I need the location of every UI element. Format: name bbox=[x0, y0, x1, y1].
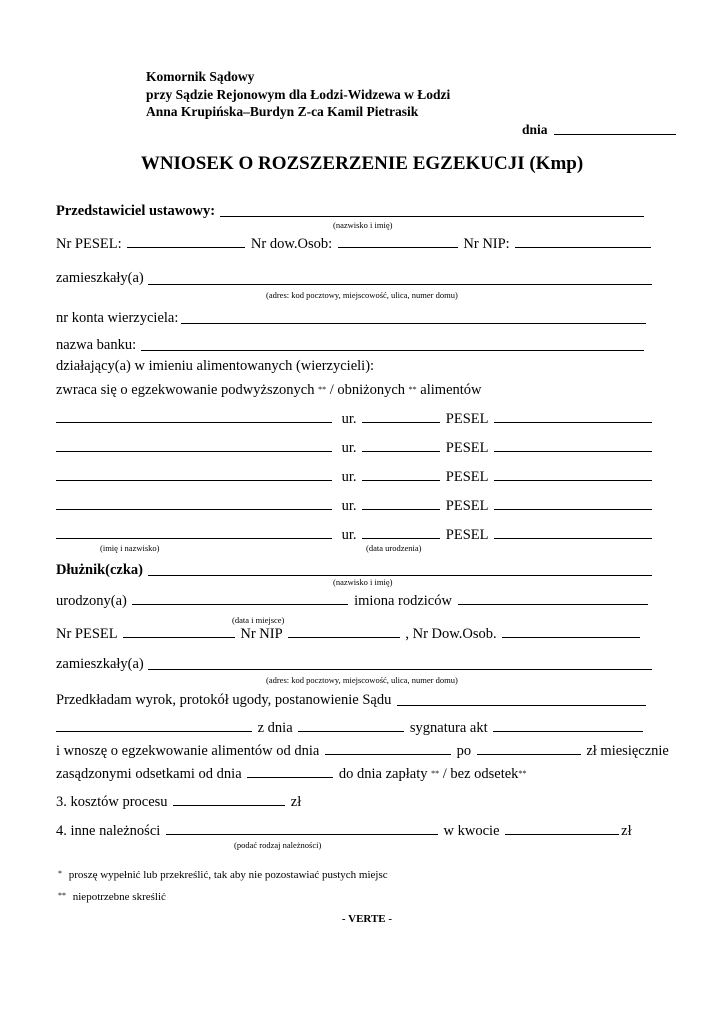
id-card-field[interactable] bbox=[338, 236, 458, 248]
born-label: ur. bbox=[341, 440, 357, 456]
creditor-name-field[interactable] bbox=[56, 411, 332, 423]
interest-date-field[interactable] bbox=[247, 766, 333, 778]
date-label: dnia bbox=[522, 122, 548, 137]
representative-name-field[interactable] bbox=[220, 216, 644, 217]
debtor-residence-field[interactable] bbox=[148, 669, 652, 670]
process-costs-field[interactable] bbox=[173, 794, 285, 806]
footnote-one-text: proszę wypełnić lub przekreślić, tak aby nie pozostawiać pustych miejsc bbox=[68, 869, 388, 881]
creditor-row bbox=[56, 527, 654, 543]
creditor-name-field[interactable] bbox=[56, 440, 332, 452]
process-costs-row bbox=[56, 794, 301, 810]
debtor-born-label: urodzony(a) bbox=[56, 593, 127, 609]
debtor-id-row bbox=[56, 626, 642, 642]
debtor-birth-field[interactable] bbox=[132, 593, 348, 605]
creditor-pesel-field[interactable] bbox=[494, 411, 652, 423]
creditor-birth-field[interactable] bbox=[362, 469, 440, 481]
id-card-label: Nr dow.Osob: bbox=[250, 236, 333, 252]
pesel-label: PESEL bbox=[445, 498, 488, 514]
debtor-label: Dłużnik(czka) bbox=[56, 562, 143, 578]
footnote-two bbox=[58, 891, 166, 903]
double-asterisk: ** bbox=[58, 891, 66, 900]
bailiff-names: Anna Krupińska–Burdyn Z-ca Kamil Pietrasik bbox=[146, 104, 419, 119]
judgment-field[interactable] bbox=[56, 720, 252, 732]
debtor-pesel-field[interactable] bbox=[123, 626, 235, 638]
debtor-id-card-label: , Nr Dow.Osob. bbox=[405, 626, 497, 642]
request-sep: / obniżonych bbox=[329, 382, 406, 398]
creditor-pesel-field[interactable] bbox=[494, 440, 652, 452]
amount-label: w kwocie bbox=[443, 823, 500, 839]
creditor-birth-field[interactable] bbox=[362, 527, 440, 539]
creditor-date-hint: (data urodzenia) bbox=[366, 543, 422, 553]
creditor-name-hint: (imię i nazwisko) bbox=[100, 543, 160, 553]
no-interest-label: / bez odsetek bbox=[442, 766, 519, 782]
interest-row bbox=[56, 766, 526, 782]
other-costs-field[interactable] bbox=[166, 823, 438, 835]
account-label: nr konta wierzyciela: bbox=[56, 310, 179, 326]
bailiff-office-name: Komornik Sądowy bbox=[146, 69, 255, 84]
double-asterisk: ** bbox=[431, 769, 440, 778]
date-field[interactable] bbox=[554, 134, 676, 135]
acting-label: działający(a) w imieniu alimentowanych (wierzycieli): bbox=[56, 358, 375, 374]
creditor-name-field[interactable] bbox=[56, 469, 332, 481]
born-label: ur. bbox=[341, 411, 357, 427]
double-asterisk: ** bbox=[408, 385, 417, 394]
account-field[interactable] bbox=[181, 323, 646, 324]
alimony-amount-field[interactable] bbox=[477, 743, 581, 755]
court-field[interactable] bbox=[397, 705, 646, 706]
other-costs-label: 4. inne należności bbox=[56, 823, 161, 839]
debtor-born-hint: (data i miejsce) bbox=[232, 615, 285, 625]
residence-field[interactable] bbox=[148, 284, 652, 285]
debtor-residence-label: zamieszkały(a) bbox=[56, 656, 144, 672]
born-label: ur. bbox=[341, 469, 357, 485]
judgment-present-label: Przedkładam wyrok, protokół ugody, postanowienie Sądu bbox=[56, 692, 392, 708]
parents-label: imiona rodziców bbox=[354, 593, 452, 609]
court-name: przy Sądzie Rejonowym dla Łodzi-Widzewa w Łodzi bbox=[146, 87, 451, 102]
currency-label: zł bbox=[290, 794, 302, 810]
judgment-date-field[interactable] bbox=[298, 720, 404, 732]
judgment-date-row bbox=[56, 720, 645, 736]
process-costs-label: 3. kosztów procesu bbox=[56, 794, 168, 810]
footnote-one bbox=[58, 869, 388, 881]
footnote-two-text: niepotrzebne skreślić bbox=[72, 891, 166, 903]
double-asterisk: ** bbox=[518, 769, 527, 778]
bank-label: nazwa banku: bbox=[56, 337, 137, 353]
interest-label: zasądzonymi odsetkami od dnia bbox=[56, 766, 242, 782]
residence-label: zamieszkały(a) bbox=[56, 270, 144, 286]
request-post: alimentów bbox=[420, 382, 482, 398]
creditor-birth-field[interactable] bbox=[362, 411, 440, 423]
other-costs-hint: (podać rodzaj należności) bbox=[234, 840, 322, 850]
debtor-name-hint: (nazwisko i imię) bbox=[333, 577, 393, 587]
creditor-pesel-field[interactable] bbox=[494, 527, 652, 539]
representative-name-hint: (nazwisko i imię) bbox=[333, 220, 393, 230]
pesel-field[interactable] bbox=[127, 236, 245, 248]
born-label: ur. bbox=[341, 527, 357, 543]
creditor-row bbox=[56, 498, 654, 514]
creditor-row bbox=[56, 411, 654, 427]
pesel-label: PESEL bbox=[445, 469, 488, 485]
page-title: WNIOSEK O ROZSZERZENIE EGZEKUCJI (Kmp) bbox=[140, 153, 584, 174]
double-asterisk: ** bbox=[318, 385, 327, 394]
from-date-label: z dnia bbox=[257, 720, 293, 736]
signature-label: sygnatura akt bbox=[409, 720, 488, 736]
representative-label: Przedstawiciel ustawowy: bbox=[56, 203, 216, 219]
request-line bbox=[56, 382, 482, 398]
pesel-row bbox=[56, 236, 653, 252]
other-amount-field[interactable] bbox=[505, 823, 619, 835]
debtor-pesel-label: Nr PESEL bbox=[56, 626, 118, 642]
alimony-row bbox=[56, 743, 669, 759]
creditor-row bbox=[56, 440, 654, 456]
other-costs-row bbox=[56, 823, 632, 839]
pesel-label: PESEL bbox=[445, 411, 488, 427]
nip-field[interactable] bbox=[515, 236, 651, 248]
creditor-row bbox=[56, 469, 654, 485]
request-pre: zwraca się o egzekwowanie podwyższonych bbox=[56, 382, 315, 398]
pesel-label: PESEL bbox=[445, 527, 488, 543]
pesel-label: Nr PESEL: bbox=[56, 236, 122, 252]
signature-field[interactable] bbox=[493, 720, 643, 732]
debtor-name-field[interactable] bbox=[148, 575, 652, 576]
monthly-label: zł miesięcznie bbox=[586, 743, 669, 759]
debtor-birth-row bbox=[56, 593, 650, 609]
debtor-id-card-field[interactable] bbox=[502, 626, 640, 638]
creditor-pesel-field[interactable] bbox=[494, 498, 652, 510]
pesel-label: PESEL bbox=[445, 440, 488, 456]
bank-field[interactable] bbox=[141, 350, 644, 351]
verte-label: - VERTE - bbox=[341, 913, 393, 925]
per-label: po bbox=[456, 743, 472, 759]
until-label: do dnia zapłaty bbox=[338, 766, 428, 782]
address-hint: (adres: kod pocztowy, miejscowość, ulica, numer domu) bbox=[266, 290, 458, 300]
currency-label: zł bbox=[621, 823, 632, 839]
debtor-nip-field[interactable] bbox=[288, 626, 400, 638]
debtor-nip-label: Nr NIP bbox=[240, 626, 283, 642]
creditor-birth-field[interactable] bbox=[362, 498, 440, 510]
creditor-birth-field[interactable] bbox=[362, 440, 440, 452]
alimony-request-label: i wnoszę o egzekwowanie alimentów od dnia bbox=[56, 743, 320, 759]
asterisk: * bbox=[58, 869, 62, 878]
alimony-from-field[interactable] bbox=[325, 743, 451, 755]
creditor-pesel-field[interactable] bbox=[494, 469, 652, 481]
nip-label: Nr NIP: bbox=[463, 236, 510, 252]
creditor-name-field[interactable] bbox=[56, 527, 332, 539]
creditor-name-field[interactable] bbox=[56, 498, 332, 510]
parents-field[interactable] bbox=[458, 593, 648, 605]
debtor-address-hint: (adres: kod pocztowy, miejscowość, ulica, numer domu) bbox=[266, 675, 458, 685]
born-label: ur. bbox=[341, 498, 357, 514]
